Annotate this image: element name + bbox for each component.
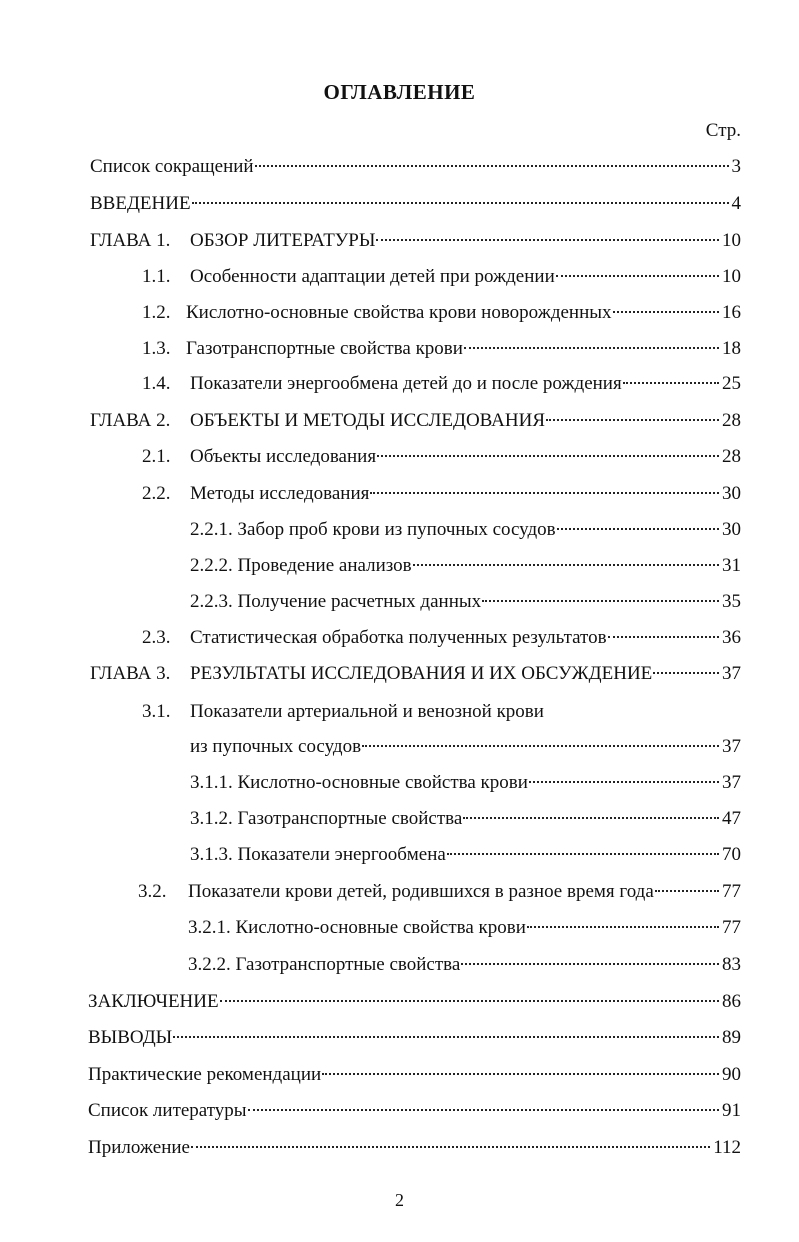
toc-entry-number: 1.2. [142,302,171,323]
toc-entry-page: 30 [722,483,741,504]
toc-entry-text: Список сокращений [90,156,254,177]
toc-entry-number: ГЛАВА 2. [90,410,171,431]
toc-entry-3-1-1[interactable] [190,772,741,798]
leader-dots [255,165,729,167]
leader-dots [322,1073,719,1075]
footer-page-number: 2 [395,1190,404,1210]
toc-entry-page: 10 [722,230,741,251]
toc-entry-text: 3.2.1. Кислотно-основные свойства крови [188,917,526,938]
leader-dots [461,963,719,965]
toc-entry-1-1[interactable] [142,266,741,292]
toc-entry-2-2-3[interactable] [190,591,741,617]
toc-entry-text: 3.1.1. Кислотно-основные свойства крови [190,772,528,793]
toc-entry-text: Практические рекомендации [88,1064,322,1085]
toc-entry-number: 1.1. [142,266,171,287]
toc-entry-page: 77 [722,881,741,902]
toc-entry-1-4[interactable] [142,373,741,399]
leader-dots [192,202,729,204]
toc-entry-number: 1.3. [142,338,171,359]
toc-entry-text: 3.2.2. Газотранспортные свойства [188,954,461,975]
toc-entry-3-2-2[interactable] [188,954,741,980]
toc-entry-text: 2.2.3. Получение расчетных данных [190,591,482,612]
toc-entry-page: 90 [722,1064,741,1085]
toc-entry-text: 2.2.1. Забор проб крови из пупочных сосудов [190,519,556,540]
toc-entry-3-1-2[interactable] [190,808,741,834]
toc-entry-page: 37 [722,736,741,757]
leader-dots [482,600,719,602]
toc-entry-text: 2.2.2. Проведение анализов [190,555,412,576]
toc-entry-page: 25 [722,373,741,394]
toc-entry-number: 2.3. [142,627,171,648]
leader-dots [413,564,719,566]
toc-entry-text: ВЫВОДЫ [88,1027,173,1048]
toc-entry-3-1[interactable] [142,701,544,723]
toc-entry-page: 77 [722,917,741,938]
toc-entry-page: 70 [722,844,741,865]
toc-entry-3-2[interactable] [138,881,741,907]
toc-entry-page: 86 [722,991,741,1012]
leader-dots [546,419,719,421]
toc-entry-text: Объекты исследования [190,446,377,467]
toc-entry-page: 3 [731,156,741,177]
leader-dots [623,382,719,384]
toc-entry-references[interactable] [88,1100,741,1126]
toc-entry-number: 1.4. [142,373,171,394]
leader-dots [377,455,719,457]
leader-dots [248,1109,719,1111]
leader-dots [557,528,719,530]
toc-entry-page: 47 [722,808,741,829]
toc-entry-1-3[interactable] [142,338,741,364]
toc-entry-page: 36 [722,627,741,648]
toc-entry-chapter-2[interactable] [90,410,741,436]
toc-entry-text: ОБЗОР ЛИТЕРАТУРЫ [190,230,376,251]
toc-entry-page: 4 [731,193,741,214]
page-column-label: Стр. [705,120,741,141]
toc-entry-2-1[interactable] [142,446,741,472]
leader-dots [191,1146,710,1148]
toc-entry-page: 83 [722,954,741,975]
leader-dots [655,890,719,892]
toc-entry-page: 31 [722,555,741,576]
toc-entry-text: ЗАКЛЮЧЕНИЕ [88,991,219,1012]
leader-dots [464,347,719,349]
leader-dots [463,817,719,819]
toc-entry-chapter-1[interactable] [90,230,741,256]
toc-entry-2-2-1[interactable] [190,519,741,545]
leader-dots [362,745,719,747]
toc-entry-3-1-3[interactable] [190,844,741,870]
leader-dots [220,1000,719,1002]
toc-entry-3-2-1[interactable] [188,917,741,943]
toc-entry-text: Статистическая обработка полученных результатов [190,627,607,648]
toc-title: ОГЛАВЛЕНИЕ [323,80,476,104]
toc-entry-number: ГЛАВА 1. [90,230,171,251]
toc-entry-text: Показатели крови детей, родившихся в разное время года [188,881,654,902]
toc-entry-page: 30 [722,519,741,540]
toc-entry-abbreviations[interactable] [90,156,741,182]
toc-entry-recommendations[interactable] [88,1064,741,1090]
toc-entry-conclusion[interactable] [88,991,741,1017]
toc-entry-number: 3.1. [142,701,171,722]
toc-entry-text: 3.1.3. Показатели энергообмена [190,844,446,865]
toc-entry-page: 37 [722,772,741,793]
toc-entry-chapter-3[interactable] [90,663,741,689]
toc-entry-text: Особенности адаптации детей при рождении [190,266,555,287]
leader-dots [447,853,719,855]
toc-entry-text: ОБЪЕКТЫ И МЕТОДЫ ИССЛЕДОВАНИЯ [190,410,545,431]
toc-entry-text: Список литературы [88,1100,247,1121]
toc-entry-text: Кислотно-основные свойства крови новорожденных [186,302,612,323]
toc-entry-page: 28 [722,446,741,467]
leader-dots [376,239,719,241]
toc-entry-page: 37 [722,663,741,684]
toc-entry-page: 18 [722,338,741,359]
toc-entry-page: 35 [722,591,741,612]
leader-dots [370,492,719,494]
leader-dots [613,311,719,313]
toc-entry-2-3[interactable] [142,627,741,653]
leader-dots [527,926,719,928]
leader-dots [653,672,719,674]
toc-entry-page: 10 [722,266,741,287]
toc-entry-number: ГЛАВА 3. [90,663,171,684]
toc-entry-2-2-2[interactable] [190,555,741,581]
toc-entry-2-2[interactable] [142,483,741,509]
toc-entry-number: 2.2. [142,483,171,504]
toc-entry-text: Показатели артериальной и венозной крови [190,701,544,722]
toc-entry-text: Газотранспортные свойства крови [186,338,463,359]
toc-entry-3-1-continued[interactable] [190,736,741,762]
toc-entry-1-2[interactable] [142,302,741,328]
leader-dots [173,1036,719,1038]
toc-entry-page: 16 [722,302,741,323]
toc-entry-page: 112 [713,1137,741,1158]
toc-entry-page: 89 [722,1027,741,1048]
leader-dots [529,781,719,783]
toc-entry-text: Приложение [88,1137,190,1158]
toc-entry-introduction[interactable] [90,193,741,219]
leader-dots [556,275,719,277]
leader-dots [608,636,719,638]
toc-entry-appendix[interactable] [88,1137,741,1163]
toc-entry-text: Методы исследования [190,483,370,504]
toc-entry-text: Показатели энергообмена детей до и после рождения [190,373,622,394]
toc-entry-page: 28 [722,410,741,431]
toc-entry-text: 3.1.2. Газотранспортные свойства [190,808,463,829]
toc-entry-text: ВВЕДЕНИЕ [90,193,191,214]
toc-entry-number: 3.2. [138,881,167,902]
toc-entry-number: 2.1. [142,446,171,467]
toc-entry-text: из пупочных сосудов [190,736,362,757]
toc-entry-text: РЕЗУЛЬТАТЫ ИССЛЕДОВАНИЯ И ИХ ОБСУЖДЕНИЕ [190,663,653,684]
toc-entry-findings[interactable] [88,1027,741,1053]
toc-entry-page: 91 [722,1100,741,1121]
